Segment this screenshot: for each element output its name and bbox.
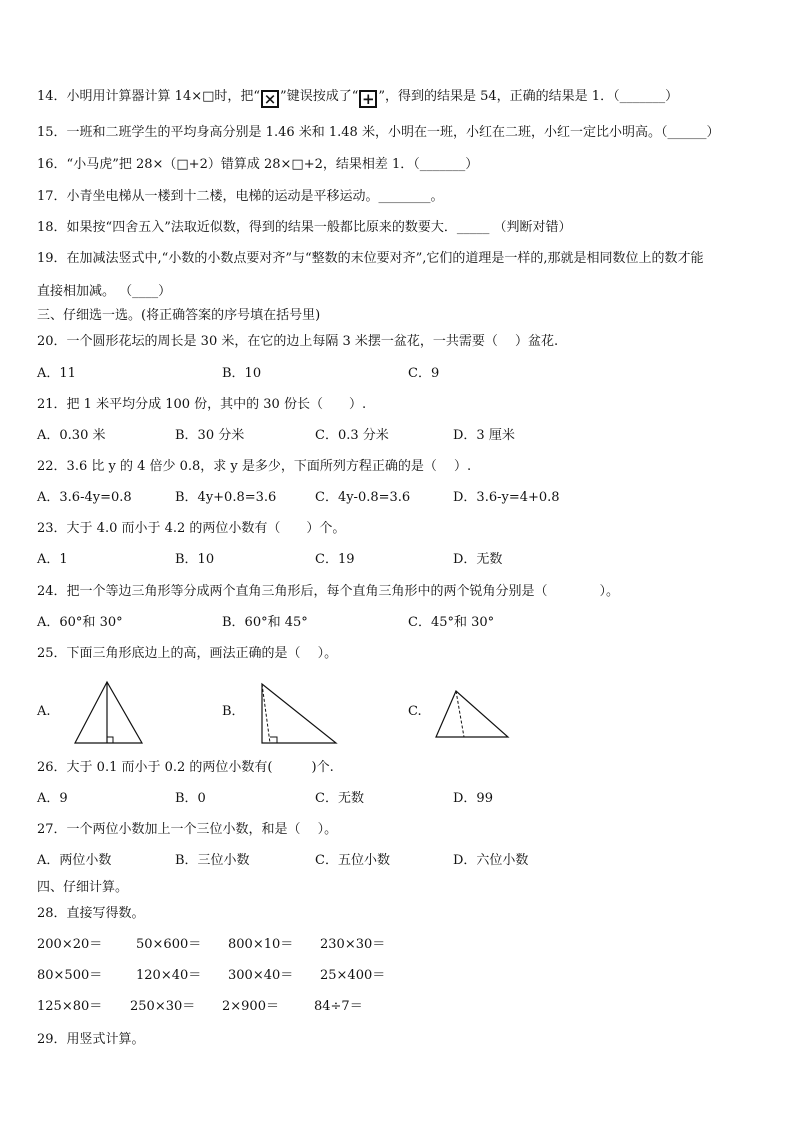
q27-option-b: B．三位小数 bbox=[175, 853, 250, 868]
q21-option-a: A．0.30 米 bbox=[37, 428, 106, 443]
q20-option-b: B．10 bbox=[222, 366, 262, 381]
q24-option-a: A．60°和 30° bbox=[37, 615, 123, 630]
calc-item: 230×30＝ bbox=[320, 937, 386, 952]
question-24: 24．把一个等边三角形等分成两个直角三角形后，每个直角三角形中的两个锐角分别是（ ）。 bbox=[37, 584, 620, 599]
q25-option-b: B． bbox=[222, 704, 245, 719]
q22-option-d: D．3.6-y=4+0.8 bbox=[453, 490, 560, 505]
question-19-line1: 19．在加减法竖式中,“小数的小数点要对齐”与“整数的末位要对齐”,它们的道理是一样的,那就是相同数位上的数才能 bbox=[37, 251, 704, 266]
calc-item: 125×80＝ bbox=[37, 999, 103, 1014]
q20-option-a: A．11 bbox=[37, 366, 76, 381]
question-17: 17．小青坐电梯从一楼到十二楼，电梯的运动是平移运动。________。 bbox=[37, 189, 444, 204]
q25-triangle-c bbox=[432, 688, 512, 740]
calc-item: 80×500＝ bbox=[37, 968, 103, 983]
q20-option-c: C．9 bbox=[408, 366, 440, 381]
calc-item: 84÷7＝ bbox=[314, 999, 363, 1014]
q26-option-d: D．99 bbox=[453, 791, 493, 806]
section-3-heading: 三、仔细选一选。(将正确答案的序号填在括号里) bbox=[37, 308, 321, 323]
question-15: 15．一班和二班学生的平均身高分别是 1.46 米和 1.48 米，小明在一班，小红在二班，小红一定比小明高。（______） bbox=[37, 125, 720, 140]
q26-option-c: C．无数 bbox=[315, 791, 364, 806]
q27-option-d: D．六位小数 bbox=[453, 853, 529, 868]
calc-item: 300×40＝ bbox=[228, 968, 294, 983]
calc-item: 2×900＝ bbox=[222, 999, 279, 1014]
q25-option-c: C. bbox=[408, 704, 422, 719]
q23-option-c: C．19 bbox=[315, 552, 355, 567]
q21-option-b: B．30 分米 bbox=[175, 428, 245, 443]
calc-item: 25×400＝ bbox=[320, 968, 386, 983]
q24-option-c: C．45°和 30° bbox=[408, 615, 495, 630]
q23-option-a: A．1 bbox=[37, 552, 68, 567]
plus-key-icon: + bbox=[359, 90, 377, 108]
question-18: 18．如果按“四舍五入”法取近似数，得到的结果一般都比原来的数要大．_____ （判断对错） bbox=[37, 220, 572, 235]
question-21: 21．把 1 米平均分成 100 份，其中的 30 份长（ ）. bbox=[37, 397, 367, 412]
q24-option-b: B．60°和 45° bbox=[222, 615, 308, 630]
q21-option-c: C．0.3 分米 bbox=[315, 428, 389, 443]
q22-option-c: C．4y-0.8=3.6 bbox=[315, 490, 411, 505]
question-20: 20．一个圆形花坛的周长是 30 米，在它的边上每隔 3 米摆一盆花，一共需要（ ）盆花. bbox=[37, 334, 559, 349]
calc-item: 200×20＝ bbox=[37, 937, 103, 952]
q23-option-d: D．无数 bbox=[453, 552, 503, 567]
q27-option-c: C．五位小数 bbox=[315, 853, 390, 868]
section-4-heading: 四、仔细计算。 bbox=[37, 880, 129, 895]
q14-text-c: ”，得到的结果是 54，正确的结果是 1．（_______） bbox=[378, 89, 679, 104]
calc-item: 120×40＝ bbox=[136, 968, 202, 983]
question-19-line2: 直接相加减。 （____） bbox=[37, 284, 172, 299]
q25-triangle-a bbox=[72, 680, 146, 746]
q22-option-b: B．4y+0.8=3.6 bbox=[175, 490, 277, 505]
question-16: 16．“小马虎”把 28×（□+2）错算成 28×□+2，结果相差 1．（_______） bbox=[37, 157, 479, 172]
q27-option-a: A．两位小数 bbox=[37, 853, 112, 868]
calc-item: 250×30＝ bbox=[130, 999, 196, 1014]
q26-option-a: A．9 bbox=[37, 791, 68, 806]
q22-option-a: A．3.6-4y=0.8 bbox=[37, 490, 132, 505]
q14-text-a: 14．小明用计算器计算 14×□时，把“ bbox=[37, 89, 261, 104]
multiply-key-icon: × bbox=[261, 90, 279, 108]
question-14 bbox=[37, 89, 678, 108]
calc-item: 800×10＝ bbox=[228, 937, 294, 952]
question-23: 23．大于 4.0 而小于 4.2 的两位小数有（ ）个。 bbox=[37, 521, 346, 536]
question-27: 27．一个两位小数加上一个三位小数，和是（ ）。 bbox=[37, 822, 338, 837]
q26-option-b: B．0 bbox=[175, 791, 206, 806]
question-26: 26．大于 0.1 而小于 0.2 的两位小数有( )个. bbox=[37, 760, 334, 775]
question-29: 29．用竖式计算。 bbox=[37, 1032, 145, 1047]
q25-option-a: A. bbox=[37, 704, 51, 719]
question-28: 28．直接写得数。 bbox=[37, 906, 145, 921]
question-22: 22．3.6 比 y 的 4 倍少 0.8，求 y 是多少，下面所列方程正确的是（ ）. bbox=[37, 459, 472, 474]
q25-triangle-b bbox=[256, 682, 340, 746]
question-25: 25．下面三角形底边上的高，画法正确的是（ ）。 bbox=[37, 646, 338, 661]
q21-option-d: D．3 厘米 bbox=[453, 428, 515, 443]
calc-item: 50×600＝ bbox=[136, 937, 202, 952]
q23-option-b: B．10 bbox=[175, 552, 215, 567]
q14-text-b: ”键误按成了“ bbox=[280, 89, 359, 104]
